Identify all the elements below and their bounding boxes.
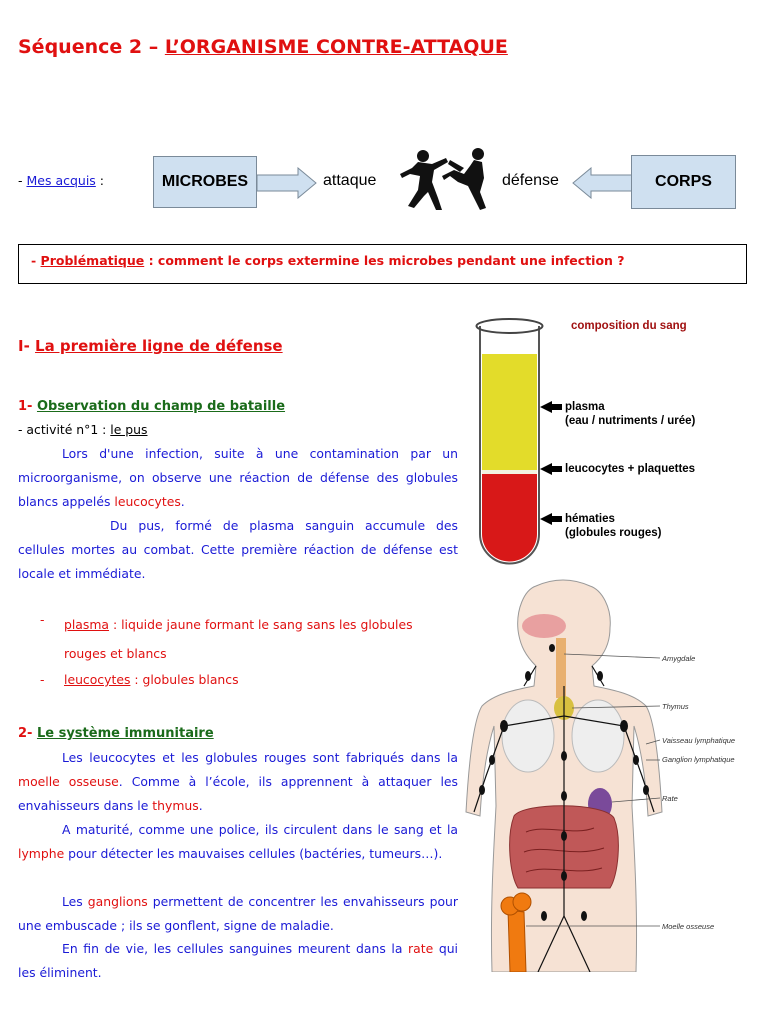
microbes-label: MICROBES (161, 173, 249, 190)
p3-c: . (198, 798, 203, 813)
def-text-plasma: : liquide jaune formant le sang sans les globules rouges et blancs (64, 617, 413, 661)
para1-term: leucocytes (114, 494, 181, 509)
corps-label: CORPS (655, 173, 712, 190)
label-rate: Rate (662, 794, 678, 803)
label-ganglion: Ganglion lymphatique (662, 755, 735, 764)
acquis-colon: : (95, 173, 105, 188)
defense-word: défense (502, 172, 559, 189)
label-vaisseau: Vaisseau lymphatique (662, 736, 736, 745)
p3-thymus: thymus (152, 798, 199, 813)
def-dash-2: - (40, 672, 45, 687)
section-num: I- (18, 337, 36, 355)
prob-text: : comment le corps extermine les microbes pendant une infection ? (144, 253, 625, 268)
p3-b: . Comme à l’école, ils apprennent à attaquer les envahisseurs dans le (18, 774, 458, 813)
label-amygdale: Amygdale (662, 654, 696, 663)
attaque-word: attaque (323, 172, 377, 189)
microbes-box (153, 156, 257, 208)
tube-plasma: plasma (565, 401, 605, 413)
activite-line (18, 418, 458, 442)
acquis-dash: - (18, 173, 27, 188)
p5-ganglions: ganglions (87, 894, 148, 909)
def-text-leucocytes: : globules blancs (130, 672, 239, 687)
tube-title: composition du sang (571, 320, 687, 332)
acquis-line (18, 173, 104, 188)
sub2-num: 2- (18, 726, 37, 741)
paragraph-2: Du pus, formé de plasma sanguin accumule des cellules mortes au combat. Cette première réaction de défense est locale et immédiate. (18, 518, 458, 581)
p4-lymphe: lymphe (18, 846, 65, 861)
def-term-leucocytes: leucocytes (64, 672, 131, 687)
tube-plasma-detail: (eau / nutriments / urée) (565, 415, 696, 427)
left-arrow-icon (571, 167, 633, 199)
corps-box (631, 155, 736, 209)
test-tube (477, 319, 543, 564)
right-arrow-icon (256, 167, 318, 199)
p6-b: qui les éliminent. (18, 941, 458, 980)
tube-leuco: leucocytes + plaquettes (565, 463, 696, 475)
tube-hematies-detail: (globules rouges) (565, 527, 662, 539)
prob-dash: - (31, 253, 41, 268)
title-prefix: Séquence 2 – (18, 36, 165, 58)
def-dash-1: - (40, 612, 45, 627)
activite-topic: le pus (110, 422, 148, 437)
activite-prefix: - activité n°1 : (18, 422, 111, 437)
subheading-1 (18, 399, 285, 414)
p6-rate: rate (408, 941, 434, 956)
sub1-num: 1- (18, 399, 37, 414)
tube-hematies: hématies (565, 513, 615, 525)
title-main: L’ORGANISME CONTRE-ATTAQUE (164, 36, 508, 58)
paragraph-6 (18, 937, 458, 985)
prob-label: Problématique (40, 253, 145, 268)
acquis-label: Mes acquis (26, 173, 96, 188)
label-thymus: Thymus (662, 702, 689, 711)
p3-moelle: moelle osseuse (18, 774, 119, 789)
tube-arrows (540, 401, 562, 525)
sub2-title: Le système immunitaire (36, 726, 214, 741)
p5-b: permettent de concentrer les envahisseurs pour une embuscade ; ils se gonflent, signe de maladie. (18, 894, 458, 933)
subheading-2 (18, 726, 214, 741)
p3-a: Les leucocytes et les globules rouges sont fabriqués dans la (62, 750, 458, 765)
section-title: La première ligne de défense (35, 337, 283, 355)
para1-end: . (180, 494, 185, 509)
problematique-box (18, 244, 747, 284)
nasal-cavity (522, 614, 566, 638)
para1-text: Lors d'une infection, suite à une contamination par un microorganisme, on observe une réaction de défense des globules blancs appelés (18, 446, 458, 509)
lymphatic-system-figure (464, 576, 664, 972)
paragraph-5 (18, 890, 458, 938)
paragraph-1 (18, 442, 458, 514)
label-moelle: Moelle osseuse (662, 922, 715, 931)
p4-a: A maturité, comme une police, ils circulent dans le sang et la (62, 822, 458, 837)
p4-b: pour détecter les mauvaises cellules (bactéries, tumeurs…). (64, 846, 443, 861)
paragraph-4 (18, 818, 458, 866)
page-title (18, 36, 508, 58)
sub1-title: Observation du champ de bataille (36, 399, 286, 414)
paragraph-3 (18, 746, 458, 818)
p6-a: En fin de vie, les cellules sanguines meurent dans la (62, 941, 409, 956)
fighters-icon (398, 146, 494, 216)
section-heading (18, 337, 283, 355)
p5-a: Les (62, 894, 88, 909)
definition-leucocytes (64, 668, 458, 692)
def-term-plasma: plasma (64, 617, 110, 632)
definition-plasma (64, 610, 458, 668)
